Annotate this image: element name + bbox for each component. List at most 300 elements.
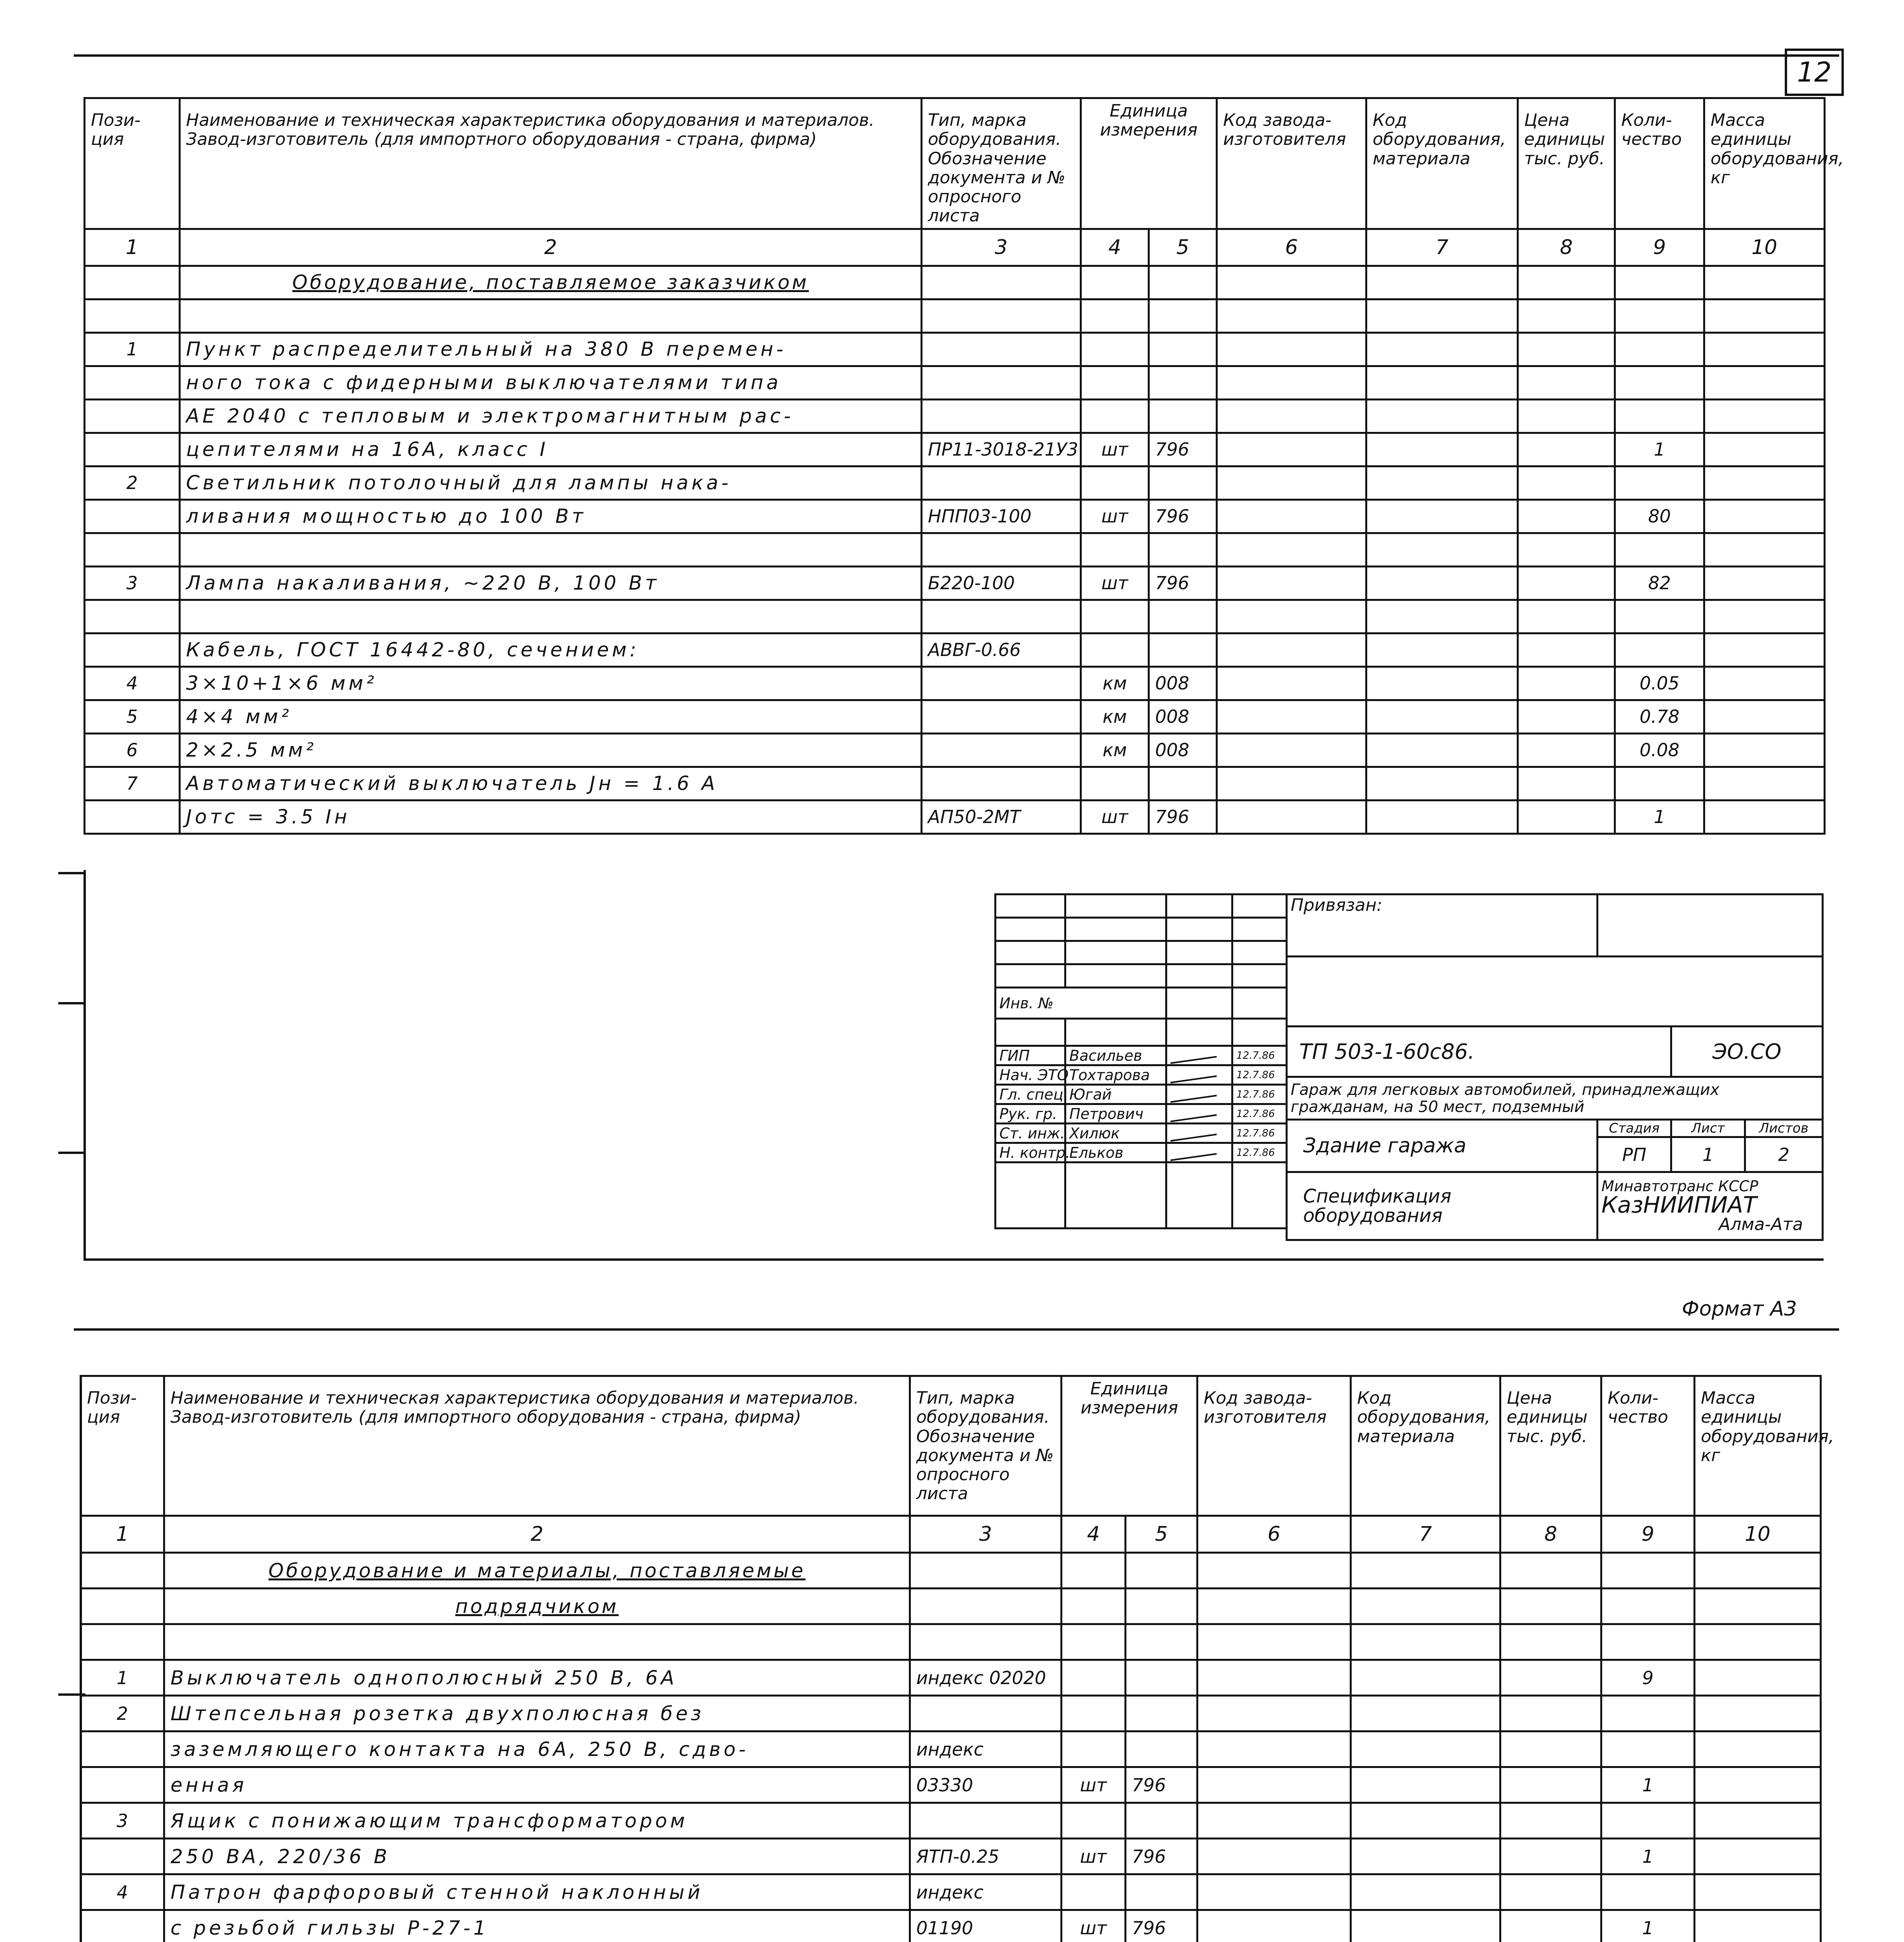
- name-cell: цепителями на 16А, класс I: [180, 433, 922, 466]
- unit-name-cell: [1062, 1731, 1126, 1767]
- column-number: 10: [1695, 1516, 1821, 1553]
- type-cell: индекс: [910, 1874, 1062, 1910]
- unit-name-cell: шт: [1081, 433, 1149, 466]
- unit-code-cell: 796: [1149, 433, 1217, 466]
- section-title-row: [81, 1553, 1821, 1589]
- column-numbers-row: [81, 1516, 1821, 1553]
- maker-code-cell: [1217, 466, 1366, 499]
- unit-name-cell: [1062, 1696, 1126, 1731]
- equip-code-cell: [1366, 733, 1518, 767]
- header-name: Наименование и техническая характеристика оборудования и материалов. Завод-изготовитель (для импортного оборудования - страна, фирма): [164, 1376, 910, 1516]
- header-equip-code: Код оборудования, материала: [1366, 98, 1518, 229]
- org-institute: КазНИИПИАТ: [1601, 1192, 1757, 1218]
- unit-code-cell: [1149, 533, 1217, 566]
- mass-cell: [1695, 1874, 1821, 1910]
- unit-code-cell: [1149, 299, 1217, 332]
- table-row: [81, 1696, 1821, 1731]
- quantity-cell: [1615, 767, 1704, 800]
- equip-code-cell: [1351, 1803, 1500, 1839]
- name-cell: ливания мощностью до 100 Вт: [180, 499, 922, 533]
- header-unit-group: Единица измерения: [1062, 1376, 1197, 1516]
- unit-name-cell: км: [1081, 733, 1149, 767]
- role: ГИП: [996, 1046, 1065, 1065]
- sheets-label: Листов: [1745, 1120, 1823, 1137]
- privyazan-label: Привязан:: [1287, 894, 1598, 957]
- table-row: [85, 800, 1825, 834]
- position-cell: 7: [85, 767, 180, 800]
- mass-cell: [1704, 499, 1825, 533]
- price-cell: [1518, 767, 1615, 800]
- price-cell: [1518, 433, 1615, 466]
- table-row: [85, 666, 1825, 700]
- quantity-cell: [1601, 1874, 1695, 1910]
- equip-code-cell: [1351, 1731, 1500, 1767]
- name-cell: заземляющего контакта на 6А, 250 В, сдво-: [164, 1731, 910, 1767]
- table-row: [85, 600, 1825, 633]
- section-title: Оборудование и материалы, поставляемые: [164, 1553, 910, 1589]
- price-cell: [1518, 733, 1615, 767]
- type-cell: [910, 1803, 1062, 1839]
- equip-code-cell: [1366, 600, 1518, 633]
- price-cell: [1518, 466, 1615, 499]
- empty-cell: [910, 1553, 1062, 1589]
- name-cell: Штепсельная розетка двухполюсная без: [164, 1696, 910, 1731]
- unit-name-cell: [1081, 399, 1149, 433]
- unit-code-cell: [1149, 633, 1217, 666]
- name-cell: с резьбой гильзы Р-27-1: [164, 1910, 910, 1942]
- maker-code-cell: [1217, 733, 1366, 767]
- column-number: 5: [1126, 1516, 1197, 1553]
- doc-code: ТП 503-1-60с86.: [1287, 1027, 1671, 1077]
- position-cell: [81, 1731, 164, 1767]
- maker-code-cell: [1217, 499, 1366, 533]
- position-cell: [85, 633, 180, 666]
- position-cell: [81, 1839, 164, 1874]
- quantity-cell: 1: [1601, 1767, 1695, 1803]
- role: Н. контр.: [996, 1143, 1065, 1162]
- quantity-cell: [1601, 1731, 1695, 1767]
- position-cell: 6: [85, 733, 180, 767]
- unit-code-cell: [1126, 1660, 1197, 1696]
- column-number: 4: [1062, 1516, 1126, 1553]
- table-row: [85, 366, 1825, 399]
- equip-code-cell: [1366, 566, 1518, 600]
- equip-code-cell: [1366, 533, 1518, 566]
- price-cell: [1518, 533, 1615, 566]
- unit-code-cell: 796: [1126, 1839, 1197, 1874]
- position-cell: [81, 1624, 164, 1660]
- unit-code-cell: [1126, 1803, 1197, 1839]
- quantity-cell: [1615, 600, 1704, 633]
- price-cell: [1500, 1839, 1601, 1874]
- type-cell: индекс: [910, 1731, 1062, 1767]
- maker-code-cell: [1217, 633, 1366, 666]
- type-cell: [922, 366, 1081, 399]
- unit-name-cell: [1081, 332, 1149, 366]
- price-cell: [1518, 666, 1615, 700]
- type-cell: [922, 733, 1081, 767]
- price-cell: [1518, 332, 1615, 366]
- inv-label: Инв. №: [996, 988, 1166, 1019]
- unit-name-cell: шт: [1081, 800, 1149, 834]
- maker-code-cell: [1217, 399, 1366, 433]
- mass-cell: [1704, 666, 1825, 700]
- equip-code-cell: [1366, 399, 1518, 433]
- column-number: 9: [1601, 1516, 1695, 1553]
- quantity-cell: 1: [1615, 433, 1704, 466]
- table-row: [85, 299, 1825, 332]
- type-cell: [922, 533, 1081, 566]
- maker-code-cell: [1197, 1839, 1351, 1874]
- header-mass: Масса единицы оборудования, кг: [1695, 1376, 1821, 1516]
- column-numbers-row: [85, 229, 1825, 266]
- name-cell: [180, 299, 922, 332]
- title-block-main: [1286, 893, 1824, 1241]
- revision-grid: [994, 893, 1288, 1229]
- type-cell: [922, 600, 1081, 633]
- type-cell: ЯТП-0.25: [910, 1839, 1062, 1874]
- stage-label: Стадия: [1598, 1120, 1671, 1137]
- mass-cell: [1704, 600, 1825, 633]
- empty-cell: [1197, 1553, 1351, 1589]
- header-maker-code: Код завода-изготовителя: [1197, 1376, 1351, 1516]
- header-mass: Масса единицы оборудования, кг: [1704, 98, 1825, 229]
- header-equip-code: Код оборудования, материала: [1351, 1376, 1500, 1516]
- empty-cell: [1197, 1589, 1351, 1624]
- unit-code-cell: [1126, 1696, 1197, 1731]
- quantity-cell: [1615, 332, 1704, 366]
- price-cell: [1500, 1731, 1601, 1767]
- position-cell: 2: [85, 466, 180, 499]
- name-cell: 250 ВА, 220/36 В: [164, 1839, 910, 1874]
- mass-cell: [1704, 366, 1825, 399]
- quantity-cell: [1601, 1696, 1695, 1731]
- organization: [1598, 1172, 1823, 1240]
- empty-cell: [1062, 1589, 1126, 1624]
- unit-code-cell: [1149, 399, 1217, 433]
- name-cell: Ящик с понижающим трансформатором: [164, 1803, 910, 1839]
- page-number: 12: [1785, 49, 1844, 96]
- maker-code-cell: [1217, 533, 1366, 566]
- empty-cell: [1081, 266, 1149, 299]
- role: Ст. инж.: [996, 1124, 1065, 1143]
- section-title: подрядчиком: [164, 1589, 910, 1624]
- building-name: Здание гаража: [1287, 1120, 1598, 1172]
- type-cell: [922, 332, 1081, 366]
- empty-cell: [1149, 266, 1217, 299]
- empty-cell: [1695, 1589, 1821, 1624]
- mass-cell: [1704, 800, 1825, 834]
- quantity-cell: [1615, 466, 1704, 499]
- quantity-cell: [1601, 1624, 1695, 1660]
- position-cell: [85, 499, 180, 533]
- column-number: 8: [1500, 1516, 1601, 1553]
- equip-code-cell: [1366, 666, 1518, 700]
- mass-cell: [1695, 1696, 1821, 1731]
- sheet1-top-border: [74, 54, 1839, 57]
- column-number: 10: [1704, 229, 1825, 266]
- price-cell: [1500, 1660, 1601, 1696]
- type-cell: [910, 1624, 1062, 1660]
- position-cell: 4: [85, 666, 180, 700]
- date: 12.7.86: [1232, 1046, 1287, 1065]
- unit-name-cell: [1081, 299, 1149, 332]
- column-number: 1: [81, 1516, 164, 1553]
- mass-cell: [1695, 1767, 1821, 1803]
- stage-value: РП: [1598, 1137, 1671, 1172]
- quantity-cell: 0.05: [1615, 666, 1704, 700]
- unit-code-cell: [1126, 1731, 1197, 1767]
- unit-code-cell: [1149, 767, 1217, 800]
- table-row: [85, 733, 1825, 767]
- unit-code-cell: 796: [1149, 566, 1217, 600]
- price-cell: [1518, 366, 1615, 399]
- maker-code-cell: [1197, 1624, 1351, 1660]
- type-cell: 01190: [910, 1910, 1062, 1942]
- org-city: Алма-Ата: [1719, 1215, 1803, 1234]
- column-number: 7: [1351, 1516, 1500, 1553]
- unit-code-cell: [1149, 466, 1217, 499]
- table-row: [81, 1910, 1821, 1942]
- maker-code-cell: [1197, 1910, 1351, 1942]
- date: 12.7.86: [1232, 1065, 1287, 1085]
- empty-cell: [1500, 1553, 1601, 1589]
- equip-code-cell: [1366, 767, 1518, 800]
- price-cell: [1518, 399, 1615, 433]
- header-pos: Пози-ция: [81, 1376, 164, 1516]
- position-cell: [81, 1910, 164, 1942]
- mass-cell: [1704, 299, 1825, 332]
- table-row: [81, 1839, 1821, 1874]
- unit-code-cell: 008: [1149, 700, 1217, 733]
- equip-code-cell: [1351, 1839, 1500, 1874]
- unit-name-cell: [1081, 600, 1149, 633]
- table-row: [85, 633, 1825, 666]
- date: 12.7.86: [1232, 1104, 1287, 1124]
- type-cell: [922, 700, 1081, 733]
- unit-code-cell: [1149, 332, 1217, 366]
- mass-cell: [1704, 433, 1825, 466]
- type-cell: [922, 666, 1081, 700]
- empty-cell: [1615, 266, 1704, 299]
- equip-code-cell: [1366, 499, 1518, 533]
- sheet-divider: [74, 1328, 1839, 1331]
- date: 12.7.86: [1232, 1143, 1287, 1162]
- sheets-value: 2: [1745, 1137, 1823, 1172]
- quantity-cell: 1: [1601, 1839, 1695, 1874]
- role: Рук. гр.: [996, 1104, 1065, 1124]
- column-number: 3: [910, 1516, 1062, 1553]
- person: Петрович: [1065, 1104, 1166, 1124]
- equip-code-cell: [1366, 800, 1518, 834]
- maker-code-cell: [1217, 366, 1366, 399]
- empty-cell: [1366, 266, 1518, 299]
- mass-cell: [1695, 1731, 1821, 1767]
- price-cell: [1500, 1803, 1601, 1839]
- column-number: 3: [922, 229, 1081, 266]
- unit-name-cell: шт: [1062, 1839, 1126, 1874]
- mass-cell: [1695, 1660, 1821, 1696]
- unit-code-cell: [1149, 600, 1217, 633]
- unit-name-cell: км: [1081, 700, 1149, 733]
- unit-name-cell: шт: [1062, 1767, 1126, 1803]
- name-cell: Патрон фарфоровый стенной наклонный: [164, 1874, 910, 1910]
- name-cell: Пункт распределительный на 380 В перемен-: [180, 332, 922, 366]
- section-title-row: [85, 266, 1825, 299]
- unit-name-cell: шт: [1081, 566, 1149, 600]
- column-number: 7: [1366, 229, 1518, 266]
- type-cell: [910, 1696, 1062, 1731]
- equip-code-cell: [1366, 332, 1518, 366]
- header-qty: Коли-чество: [1601, 1376, 1695, 1516]
- price-cell: [1500, 1624, 1601, 1660]
- mass-cell: [1704, 733, 1825, 767]
- mass-cell: [1704, 566, 1825, 600]
- equip-code-cell: [1351, 1910, 1500, 1942]
- unit-code-cell: 796: [1126, 1767, 1197, 1803]
- type-cell: индекс 02020: [910, 1660, 1062, 1696]
- maker-code-cell: [1217, 600, 1366, 633]
- person: Тохтарова: [1065, 1065, 1166, 1085]
- quantity-cell: 9: [1601, 1660, 1695, 1696]
- date: 12.7.86: [1232, 1085, 1287, 1104]
- margin-tick: [58, 1002, 85, 1004]
- position-cell: [85, 299, 180, 332]
- equip-code-cell: [1366, 466, 1518, 499]
- mass-cell: [1704, 767, 1825, 800]
- name-cell: ного тока с фидерными выключателями типа: [180, 366, 922, 399]
- role: Гл. спец: [996, 1085, 1065, 1104]
- name-cell: [180, 600, 922, 633]
- column-number: 6: [1217, 229, 1366, 266]
- unit-code-cell: [1149, 366, 1217, 399]
- maker-code-cell: [1197, 1874, 1351, 1910]
- maker-code-cell: [1197, 1696, 1351, 1731]
- unit-name-cell: шт: [1062, 1910, 1126, 1942]
- price-cell: [1500, 1874, 1601, 1910]
- price-cell: [1518, 800, 1615, 834]
- mass-cell: [1704, 466, 1825, 499]
- table-row: [85, 332, 1825, 366]
- price-cell: [1518, 499, 1615, 533]
- header-unit-group: Единица измерения: [1081, 98, 1217, 229]
- quantity-cell: 0.08: [1615, 733, 1704, 767]
- empty-cell: [1217, 266, 1366, 299]
- quantity-cell: [1615, 366, 1704, 399]
- quantity-cell: 1: [1601, 1910, 1695, 1942]
- sheet1-bottom-border: [84, 1258, 1824, 1261]
- equip-code-cell: [1351, 1767, 1500, 1803]
- name-cell: енная: [164, 1767, 910, 1803]
- empty-cell: [910, 1589, 1062, 1624]
- maker-code-cell: [1197, 1767, 1351, 1803]
- header-qty: Коли-чество: [1615, 98, 1704, 229]
- spec-table-sheet1: [84, 97, 1844, 835]
- table-row: [81, 1874, 1821, 1910]
- name-cell: 4×4 мм²: [180, 700, 922, 733]
- position-cell: 1: [81, 1660, 164, 1696]
- type-cell: ПР11-3018-21У3: [922, 433, 1081, 466]
- equip-code-cell: [1366, 433, 1518, 466]
- object-name: Гараж для легковых автомобилей, принадлежащих гражданам, на 50 мест, подземный: [1287, 1077, 1823, 1120]
- header-pos: Пози-ция: [85, 98, 180, 229]
- position-cell: [81, 1767, 164, 1803]
- unit-code-cell: 796: [1149, 499, 1217, 533]
- maker-code-cell: [1217, 299, 1366, 332]
- type-cell: АП50-2МТ: [922, 800, 1081, 834]
- column-number: 8: [1518, 229, 1615, 266]
- spec-table-sheet2: [80, 1375, 1834, 1942]
- mass-cell: [1695, 1910, 1821, 1942]
- empty-cell: [81, 1589, 164, 1624]
- unit-code-cell: 008: [1149, 733, 1217, 767]
- empty-cell: [1601, 1589, 1695, 1624]
- maker-code-cell: [1217, 666, 1366, 700]
- empty-cell: [1062, 1553, 1126, 1589]
- position-cell: 3: [81, 1803, 164, 1839]
- unit-name-cell: [1081, 466, 1149, 499]
- unit-name-cell: [1062, 1803, 1126, 1839]
- name-cell: 2×2.5 мм²: [180, 733, 922, 767]
- name-cell: Лампа накаливания, ~220 В, 100 Вт: [180, 566, 922, 600]
- mass-cell: [1704, 700, 1825, 733]
- quantity-cell: [1615, 299, 1704, 332]
- empty-cell: [1351, 1553, 1500, 1589]
- empty-cell: [81, 1553, 164, 1589]
- maker-code-cell: [1197, 1731, 1351, 1767]
- date: 12.7.86: [1232, 1124, 1287, 1143]
- position-cell: [85, 800, 180, 834]
- empty-cell: [1351, 1589, 1500, 1624]
- mass-cell: [1695, 1624, 1821, 1660]
- empty-cell: [1695, 1553, 1821, 1589]
- format-label: Формат А3: [1682, 1297, 1797, 1321]
- header-price: Цена единицы тыс. руб.: [1518, 98, 1615, 229]
- maker-code-cell: [1197, 1660, 1351, 1696]
- maker-code-cell: [1217, 700, 1366, 733]
- quantity-cell: [1615, 633, 1704, 666]
- table-row: [81, 1660, 1821, 1696]
- unit-code-cell: 796: [1126, 1910, 1197, 1942]
- mass-cell: [1704, 332, 1825, 366]
- sheet-value: 1: [1671, 1137, 1745, 1172]
- empty-cell: [922, 266, 1081, 299]
- quantity-cell: 82: [1615, 566, 1704, 600]
- position-cell: [85, 433, 180, 466]
- column-number: 5: [1149, 229, 1217, 266]
- header-maker-code: Код завода-изготовителя: [1217, 98, 1366, 229]
- sheet-label: Лист: [1671, 1120, 1745, 1137]
- position-cell: 5: [85, 700, 180, 733]
- org-ministry: Минавтотранс КССР: [1601, 1178, 1758, 1195]
- quantity-cell: [1601, 1803, 1695, 1839]
- column-number: 6: [1197, 1516, 1351, 1553]
- table-row: [81, 1803, 1821, 1839]
- maker-code-cell: [1197, 1803, 1351, 1839]
- position-cell: [85, 399, 180, 433]
- unit-name-cell: км: [1081, 666, 1149, 700]
- type-cell: Б220-100: [922, 566, 1081, 600]
- unit-code-cell: [1126, 1874, 1197, 1910]
- unit-name-cell: [1081, 533, 1149, 566]
- equip-code-cell: [1366, 366, 1518, 399]
- price-cell: [1518, 600, 1615, 633]
- type-cell: [922, 466, 1081, 499]
- mass-cell: [1695, 1803, 1821, 1839]
- type-cell: [922, 767, 1081, 800]
- person: Югай: [1065, 1085, 1166, 1104]
- equip-code-cell: [1351, 1874, 1500, 1910]
